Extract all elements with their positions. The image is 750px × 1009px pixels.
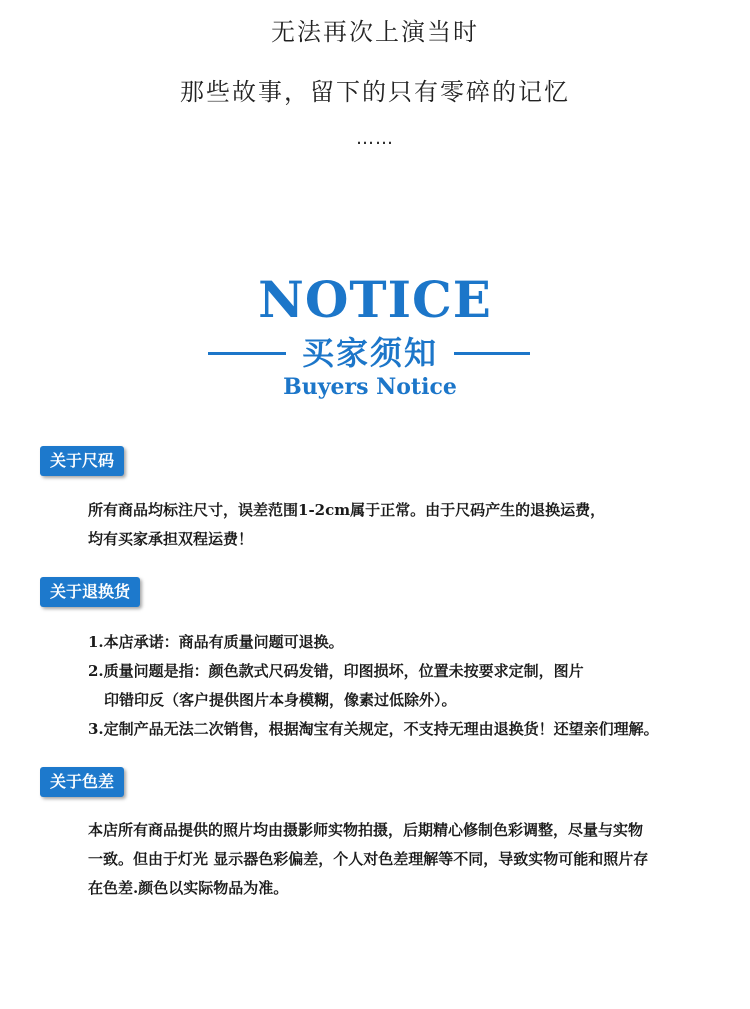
returns-line: 3.定制产品无法二次销售，根据淘宝有关规定，不支持无理由退换货！还望亲们理解。 (88, 720, 659, 738)
returns-line: 印错印反（客户提供图片本身模糊，像素过低除外）。 (104, 691, 457, 709)
returns-line: 1.本店承诺：商品有质量问题可退换。 (88, 633, 344, 651)
notice-subtitle-row (0, 332, 750, 376)
color-line: 一致。但由于灯光 显示器色彩偏差，个人对色差理解等不同，导致实物可能和照片存 (88, 850, 649, 868)
section-tag-color: 关于色差 (40, 767, 124, 797)
divider-left (208, 352, 286, 355)
returns-paragraph (88, 628, 728, 744)
returns-line: 2.质量问题是指：颜色款式尺码发错，印图损坏，位置未按要求定制，图片 (88, 662, 584, 680)
intro-line-1: 无法再次上演当时 (271, 18, 479, 46)
size-line: 所有商品均标注尺寸，误差范围1-2cm属于正常。由于尺码产生的退换运费， (88, 501, 606, 519)
size-line: 均有买家承担双程运费！ (88, 530, 254, 548)
intro-ellipsis: …… (356, 128, 394, 149)
notice-title: NOTICE (258, 270, 492, 329)
notice-subtitle-en: Buyers Notice (283, 374, 457, 400)
intro-line-2: 那些故事，留下的只有零碎的记忆 (180, 78, 570, 106)
color-line: 本店所有商品提供的照片均由摄影师实物拍摄，后期精心修制色彩调整，尽量与实物 (88, 821, 644, 839)
color-line: 在色差.颜色以实际物品为准。 (88, 879, 289, 897)
notice-subtitle-cn: 买家须知 (301, 334, 438, 372)
size-paragraph (88, 496, 728, 554)
color-paragraph (88, 816, 728, 903)
section-tag-size: 关于尺码 (40, 446, 124, 476)
section-tag-returns: 关于退换货 (40, 577, 140, 607)
divider-right (454, 352, 530, 355)
